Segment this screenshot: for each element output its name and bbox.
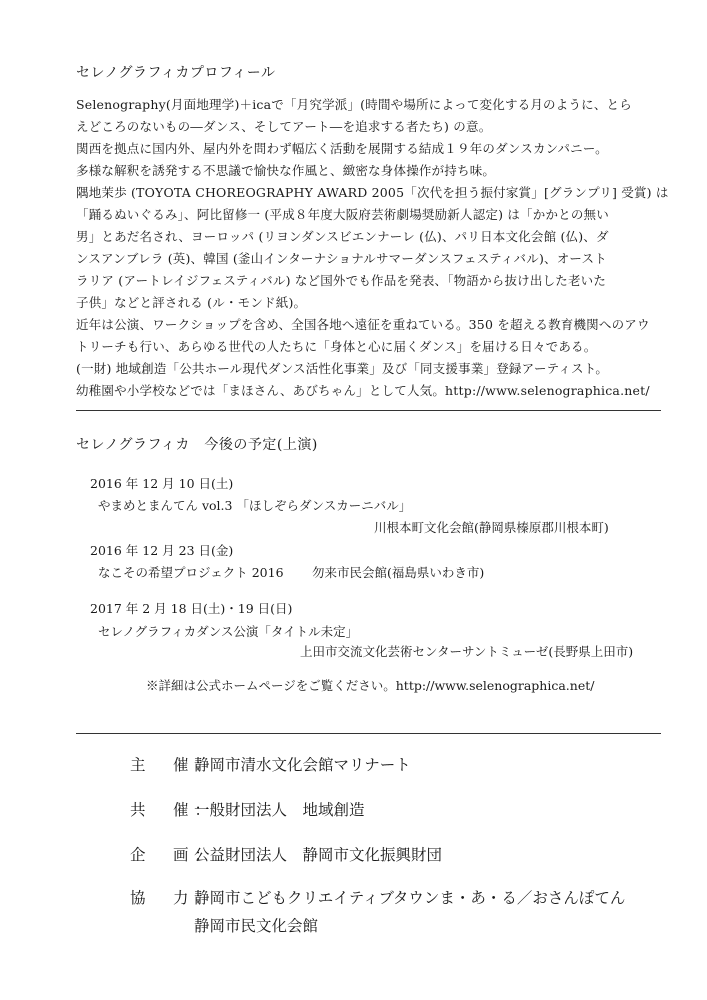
schedule-heading: セレノグラフィカ 今後の予定(上演) [76, 437, 318, 453]
profile-line: 多様な解釈を誘発する不思議で愉快な作風と、緻密な身体操作が持ち味。 [76, 163, 496, 178]
event-date: 2017 年 2 月 18 日(土)・19 日(日) [90, 601, 293, 616]
event-venue: 上田市交流文化芸術センターサントミューゼ(長野県上田市) [300, 644, 634, 659]
credit-co-organizer [130, 798, 365, 820]
event-date: 2016 年 12 月 23 日(金) [90, 543, 234, 558]
credit-value: 一般財団法人 地域創造 [194, 801, 365, 819]
section-divider [76, 410, 661, 411]
credit-label: 協 力： [130, 889, 217, 907]
profile-line: 幼稚園や小学校などでは「まほさん、あびちゃん」として人気。http://www.selenographica.net/ [76, 383, 650, 398]
profile-line: えどころのないもの―ダンス、そしてアート―を追求する者たち) の意。 [76, 119, 492, 134]
profile-line: 関西を拠点に国内外、屋内外を問わず幅広く活動を展開する結成１９年のダンスカンパニー。 [76, 141, 608, 156]
profile-line: (一財) 地域創造「公共ホール現代ダンス活性化事業」及び「同支援事業」登録アーティスト。 [76, 361, 609, 376]
section-divider [76, 733, 661, 734]
event-venue: 勿来市民会館(福島県いわき市) [312, 565, 485, 580]
profile-line: 子供」などと評される (ル・モンド紙)。 [76, 295, 307, 310]
profile-line: ンスアンブレラ (英)、韓国 (釜山インターナショナルサマーダンスフェスティバル)、オースト [76, 251, 607, 266]
event-title: セレノグラフィカダンス公演「タイトル未定」 [98, 624, 359, 639]
event-venue: 川根本町文化会館(静岡県榛原郡川根本町) [374, 520, 609, 535]
profile-line: 隅地茉歩 (TOYOTA CHOREOGRAPHY AWARD 2005「次代を担う振付家賞」[グランプリ] 受賞) は [76, 185, 669, 200]
profile-line: Selenography(月面地理学)＋icaで「月究学派」(時間や場所によって変化する月のように、とら [76, 97, 632, 112]
credit-label: 共 催： [130, 801, 217, 819]
credit-value: 静岡市民文化会館 [194, 917, 319, 935]
profile-line: 「踊るぬいぐるみ」、阿比留修一 (平成８年度大阪府芸術劇場奨励新人認定) は「かかとの無い [76, 207, 609, 222]
event-title: なこその希望プロジェクト 2016 [98, 565, 284, 580]
credit-cooperation [130, 886, 625, 908]
event-title: やまめとまんてん vol.3 「ほしぞらダンスカーニバル」 [98, 498, 412, 513]
credit-planning [130, 843, 442, 865]
credit-organizer [130, 753, 411, 775]
profile-line: トリーチも行い、あらゆる世代の人たちに「身体と心に届くダンス」を届ける日々である。 [76, 339, 597, 354]
event-date: 2016 年 12 月 10 日(土) [90, 476, 234, 491]
credit-value: 静岡市こどもクリエイティブタウンま・あ・る／おさんぽてん [194, 889, 626, 907]
credit-label: 主 催： [130, 756, 217, 774]
credit-label: 企 画： [130, 846, 217, 864]
profile-body [76, 94, 676, 402]
profile-line: 近年は公演、ワークショップを含め、全国各地へ遠征を重ねている。350 を超える教育機関へのアウ [76, 317, 650, 332]
credit-value: 静岡市清水文化会館マリナート [194, 756, 411, 774]
credit-value: 公益財団法人 静岡市文化振興財団 [194, 846, 443, 864]
credit-cooperation-cont [130, 914, 318, 936]
profile-heading: セレノグラフィカプロフィール [76, 65, 276, 81]
website-note: ※詳細は公式ホームページをご覧ください。http://www.selenographica.net/ [146, 678, 595, 693]
profile-line: ラリア (アートレイジフェスティバル) など国外でも作品を発表、「物語から抜け出した老いた [76, 273, 607, 288]
profile-line: 男」とあだ名され、ヨーロッパ (リヨンダンスビエンナーレ (仏)、パリ日本文化会館 (仏)、ダ [76, 229, 609, 244]
